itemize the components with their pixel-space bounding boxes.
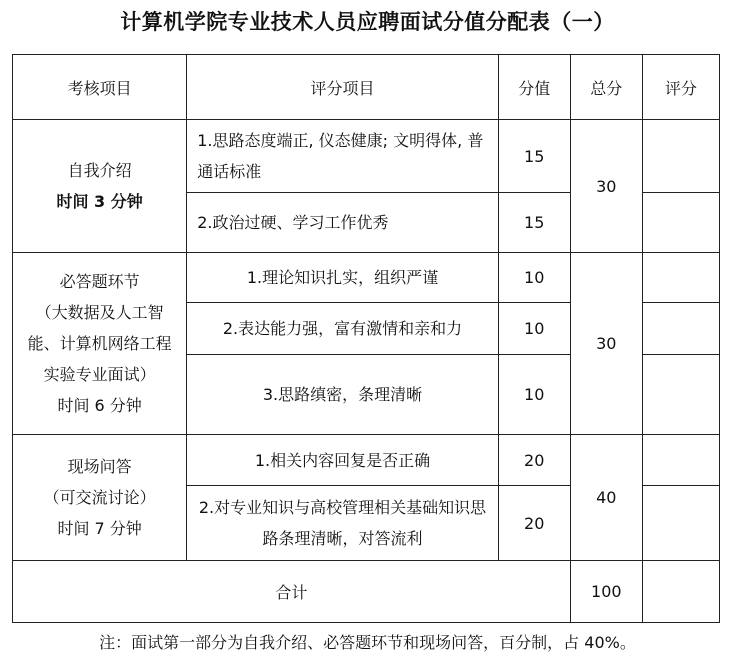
criteria-cell: 2.对专业知识与高校管理相关基础知识思路条理清晰，对答流利 xyxy=(187,486,498,561)
table-row xyxy=(13,120,720,193)
rating-cell[interactable] xyxy=(642,486,719,561)
section-time: 时间 6 分钟 xyxy=(57,396,142,415)
section-time: 时间 7 分钟 xyxy=(57,519,142,538)
header-cell-rating: 评分 xyxy=(642,55,719,120)
header-row xyxy=(13,55,720,120)
score-cell: 20 xyxy=(498,435,570,486)
document-title: 计算机学院专业技术人员应聘面试分值分配表（一） xyxy=(120,9,615,34)
score-cell: 20 xyxy=(498,486,570,561)
section-title: 必答题环节 xyxy=(59,272,140,291)
header-cell-total: 总分 xyxy=(570,55,642,120)
grand-total-cell: 100 xyxy=(570,561,642,623)
section-title: 现场问答 xyxy=(67,457,132,476)
header-cell-category: 考核项目 xyxy=(13,55,187,120)
section-cell-intro xyxy=(13,120,187,253)
criteria-cell: 1.理论知识扎实，组织严谨 xyxy=(187,253,498,303)
rating-cell[interactable] xyxy=(642,253,719,303)
score-table xyxy=(12,54,720,623)
total-cell: 30 xyxy=(570,120,642,253)
section-subtitle: （大数据及人工智 xyxy=(35,303,164,322)
total-row xyxy=(13,561,720,623)
total-cell: 30 xyxy=(570,253,642,435)
criteria-cell: 1.思路态度端正, 仪态健康; 文明得体, 普通话标准 xyxy=(187,120,498,193)
section-title: 自我介绍 xyxy=(67,161,132,180)
section-time: 时间 3 分钟 xyxy=(56,192,143,211)
rating-cell[interactable] xyxy=(642,355,719,435)
section-cell-required xyxy=(13,253,187,435)
rating-cell[interactable] xyxy=(642,435,719,486)
section-cell-qa xyxy=(13,435,187,561)
criteria-cell: 2.表达能力强，富有激情和亲和力 xyxy=(187,303,498,355)
score-cell: 10 xyxy=(498,355,570,435)
total-cell: 40 xyxy=(570,435,642,561)
header-cell-criteria: 评分项目 xyxy=(187,55,498,120)
table-row xyxy=(13,435,720,486)
rating-cell[interactable] xyxy=(642,120,719,193)
criteria-cell: 3.思路缜密，条理清晰 xyxy=(187,355,498,435)
footnote: 注：面试第一部分为自我介绍、必答题环节和现场问答，百分制，占 40%。 xyxy=(99,633,636,652)
section-subtitle: （可交流讨论） xyxy=(43,488,156,507)
section-subtitle: 实验专业面试） xyxy=(43,365,156,384)
header-cell-score: 分值 xyxy=(498,55,570,120)
section-subtitle: 能、计算机网络工程 xyxy=(27,334,172,353)
score-cell: 15 xyxy=(498,193,570,253)
criteria-cell: 1.相关内容回复是否正确 xyxy=(187,435,498,486)
rating-cell[interactable] xyxy=(642,303,719,355)
rating-cell[interactable] xyxy=(642,561,719,623)
score-cell: 10 xyxy=(498,253,570,303)
rating-cell[interactable] xyxy=(642,193,719,253)
score-cell: 10 xyxy=(498,303,570,355)
total-label: 合计 xyxy=(13,561,571,623)
score-cell: 15 xyxy=(498,120,570,193)
table-row xyxy=(13,253,720,303)
criteria-cell: 2.政治过硬、学习工作优秀 xyxy=(187,193,498,253)
